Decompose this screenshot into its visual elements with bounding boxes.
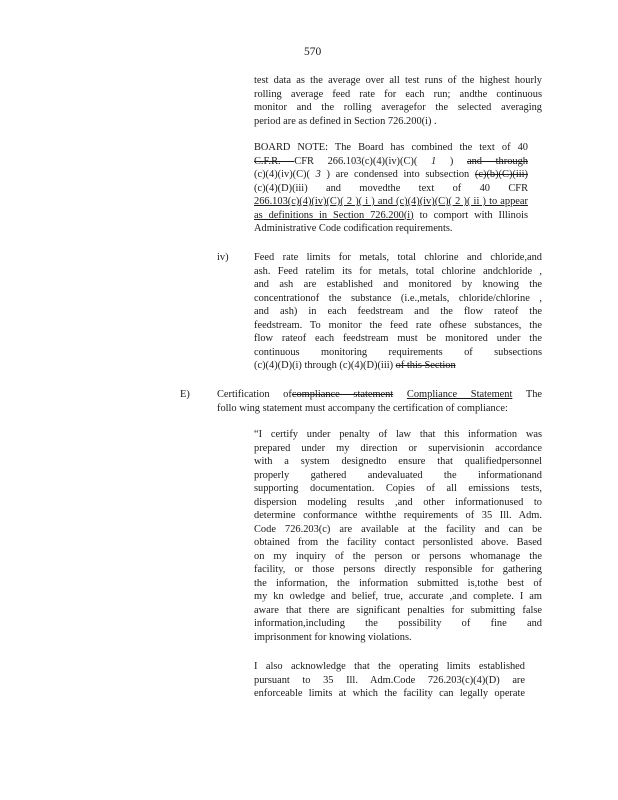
text-line: as definitions in Section 726.200(i) to comport with Illinois (254, 209, 528, 221)
item-label-iv: iv) (217, 252, 229, 263)
acknowledgement-paragraph (254, 660, 525, 701)
item-label-e: E) (180, 389, 190, 400)
text-line: ash. Feed ratelim its for metals, total chlorine andchloride , (254, 265, 542, 277)
text-line: dispersion modeling results ,and other informationused to (254, 496, 542, 508)
text-line: Feed rate limits for metals, total chlorine and chloride,and (254, 252, 542, 263)
certification-statement (254, 428, 542, 644)
text-line: obtained from the facility contact personlisted above. Based (254, 537, 542, 548)
text-line: flow rateof each feedstream must be monitored under the (254, 333, 542, 344)
text-line: determine conformance withthe requirements of 35 Ill. Adm. (254, 510, 542, 521)
text-line: and ash are established and monitored by knowing the (254, 279, 542, 290)
text-line: prepared under my direction or supervisionin accordance (254, 442, 542, 454)
paragraph-feed-rate-limits (254, 251, 542, 373)
text-line: my kn owledge and belief, true, accurate ,and complete. I am (254, 591, 542, 602)
inserted-text: Compliance Statement (406, 389, 513, 400)
text-line: facility, or those persons directly responsible for gathering (254, 564, 542, 575)
text-line: with a system designedto ensure that qualifiedpersonnel (254, 456, 542, 467)
text-line: test data as the average over all test runs of the highest hourly (254, 75, 542, 86)
text-line (254, 195, 528, 209)
text-line: supporting documentation. Copies of all emissions tests, (254, 483, 542, 494)
text-line: imprisonment for knowing violations. (254, 631, 412, 643)
text-line: Administrative Code codification requirements. (254, 223, 453, 234)
text-line: “I certify under penalty of law that this information was (254, 429, 542, 440)
text-line: (c)(4)(iv)(C)( 3 ) are condensed into subsection (c)(b)(C)(iii) (254, 169, 528, 180)
text-line: Code 726.203(c) are available at the facility and can be (254, 523, 542, 535)
text-line: Certification ofcompliance statement Compliance Statement The (217, 389, 542, 400)
text-line: period are as defined in Section 726.200(i) . (254, 115, 437, 127)
text-line: follo wing statement must accompany the certification of compliance: (217, 402, 508, 414)
text-line: C.F.R. CFR 266.103(c)(4)(iv)(C)( 1 ) and through (254, 155, 528, 167)
text-line: I also acknowledge that the operating limits established (254, 661, 525, 672)
inserted-text: as definitions in Section 726.200(i) (254, 209, 414, 221)
text-line: and ash) in each feedstream and the flow rateof the (254, 306, 542, 317)
deleted-text: C.F.R. (254, 155, 295, 167)
text-line: continuous monitoring requirements of subsections (254, 346, 542, 358)
board-note (254, 141, 528, 236)
text-line: (c)(4)(D)(iii) and movedthe text of 40 CFR (254, 182, 528, 194)
text-line: aware that there are significant penalties for submitting false (254, 604, 542, 616)
deleted-text: of this Section (395, 360, 456, 371)
page-number: 570 (304, 46, 322, 58)
text-line: on my inquiry of the person or persons whomanage the (254, 550, 542, 562)
paragraph-certification (217, 388, 542, 415)
text-line: monitor and the rolling averagefor the selected averaging (254, 102, 542, 113)
text-line: rolling average feed rate for each run; andthe continuous (254, 88, 542, 100)
text-line: (c)(4)(D)(i) through (c)(4)(D)(iii) of this Section (254, 360, 456, 371)
deleted-text: and through (467, 155, 528, 167)
text-line: the information, the information submitted is,tothe best of (254, 577, 542, 589)
text-line: pursuant to 35 Ill. Adm.Code 726.203(c)(4)(D) are (254, 674, 525, 686)
deleted-text: compliance statement (291, 389, 394, 400)
text-line: information,including the possibility of fine and (254, 618, 542, 629)
text-line: enforceable limits at which the facility can legally operate (254, 688, 525, 699)
inserted-text: 266.103(c)(4)(iv)(C)( 2 )( i ) and (c)(4)(iv)(C)( 2 )( ii ) to appear (254, 196, 528, 207)
text-line: BOARD NOTE: The Board has combined the text of 40 (254, 142, 528, 153)
text-line: concentrationof the substance (i.e.,metals, chloride/chlorine , (254, 292, 542, 304)
paragraph-test-data (254, 74, 542, 128)
deleted-text: (c)(b)(C)(iii) (474, 169, 528, 180)
text-line: properly gathered andevaluated the informationand (254, 469, 542, 481)
text-line: feedstream. To monitor the feed rate ofhese substances, the (254, 319, 542, 331)
